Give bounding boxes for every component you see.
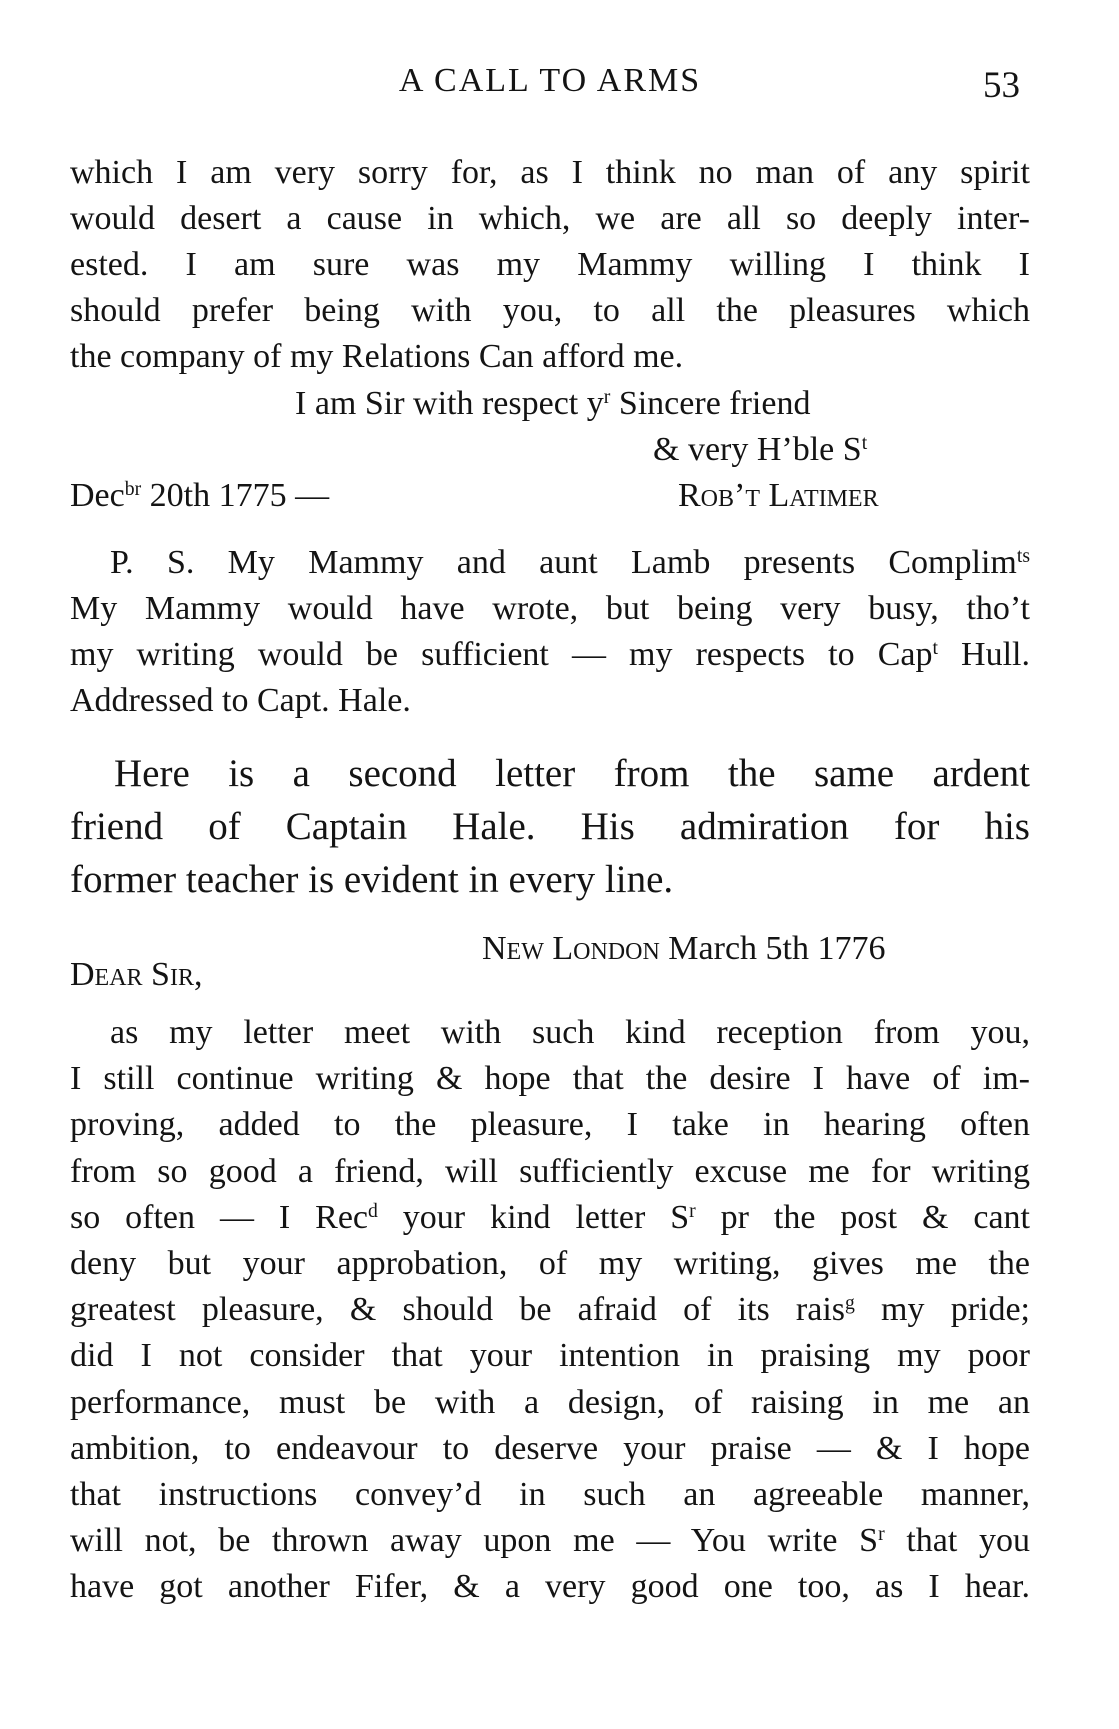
text-line: did I not consider that your intention in praising my poor (70, 1337, 1030, 1375)
text-line: friend of Captain Hale. His admiration for his (70, 805, 1030, 848)
text-line: have got another Fifer, & a very good one too, as I hear. (70, 1568, 1030, 1606)
closing-hble (70, 427, 1030, 473)
text-line: My Mammy would have wrote, but being very busy, tho’t (70, 590, 1030, 627)
letter2-heading (70, 930, 1030, 1000)
text-line: greatest pleasure, & should be afraid of its rais$^g$ my pride; (70, 1291, 1030, 1329)
letter1-closing (70, 381, 1030, 519)
text-line: would desert a cause in which, we are all so deeply inter- (70, 200, 1030, 237)
closing-hble-text: & very H’ble $S^t$ (653, 431, 868, 468)
closing-respect (70, 381, 1030, 427)
letter2-body (70, 1010, 1030, 1610)
text-line: the company of my Relations Can afford me. (70, 338, 684, 375)
text-line: which I am very sorry for, as I think no man of any spirit (70, 154, 1030, 191)
text-line: P. S. My Mammy and aunt Lamb presents Complim$^{ts}$ (110, 544, 1030, 581)
page-number: 53 (983, 65, 1020, 106)
text-line: that instructions convey’d in such an agreeable manner, (70, 1475, 1030, 1513)
closing-date-signature (70, 473, 1030, 519)
text-line: Addressed to Capt. Hale. (70, 682, 411, 719)
running-title: A CALL TO ARMS (398, 62, 702, 99)
page-header (70, 58, 1030, 108)
letter2-place-date: New London March 5th 1776 (482, 930, 886, 967)
text-line: I still continue writing & hope that the desire I have of im- (70, 1060, 1030, 1098)
closing-respect-text: I am Sir with respect $y^r$ Sincere friend (295, 385, 811, 422)
salutation: Dear Sir, (70, 956, 203, 993)
text-line: proving, added to the pleasure, I take in hearing often (70, 1106, 1030, 1144)
text-line: will not, be thrown away upon me — You write $S^r$ that you (70, 1522, 1031, 1560)
text-line: as my letter meet with such kind reception from you, (110, 1014, 1030, 1051)
text-line: performance, must be with a design, of raising in me an (70, 1383, 1030, 1421)
postscript (70, 540, 1030, 724)
letter1-body (70, 150, 1030, 380)
intro-paragraph (70, 747, 1030, 906)
text-line: ested. I am sure was my Mammy willing I think I (70, 246, 1030, 283)
text-line: deny but your approbation, of my writing, gives me the (70, 1244, 1030, 1282)
letter-date: Dec$^{br}$ 20th 1775 — (70, 477, 330, 514)
text-line: my writing would be sufficient — my respects to Cap$^t$ Hull. (70, 636, 1031, 673)
signature: Rob’t Latimer (678, 477, 879, 514)
text-line: should prefer being with you, to all the pleasures which (70, 292, 1030, 329)
text-line: so often — I Rec$^d$ your kind letter $S^r$ pr the post & cant (70, 1198, 1030, 1236)
text-line: former teacher is evident in every line. (70, 858, 674, 901)
text-line: ambition, to endeavour to deserve your praise — & I hope (70, 1429, 1030, 1467)
text-line: Here is a second letter from the same ardent (114, 752, 1030, 795)
text-line: from so good a friend, will sufficiently excuse me for writing (70, 1152, 1030, 1190)
